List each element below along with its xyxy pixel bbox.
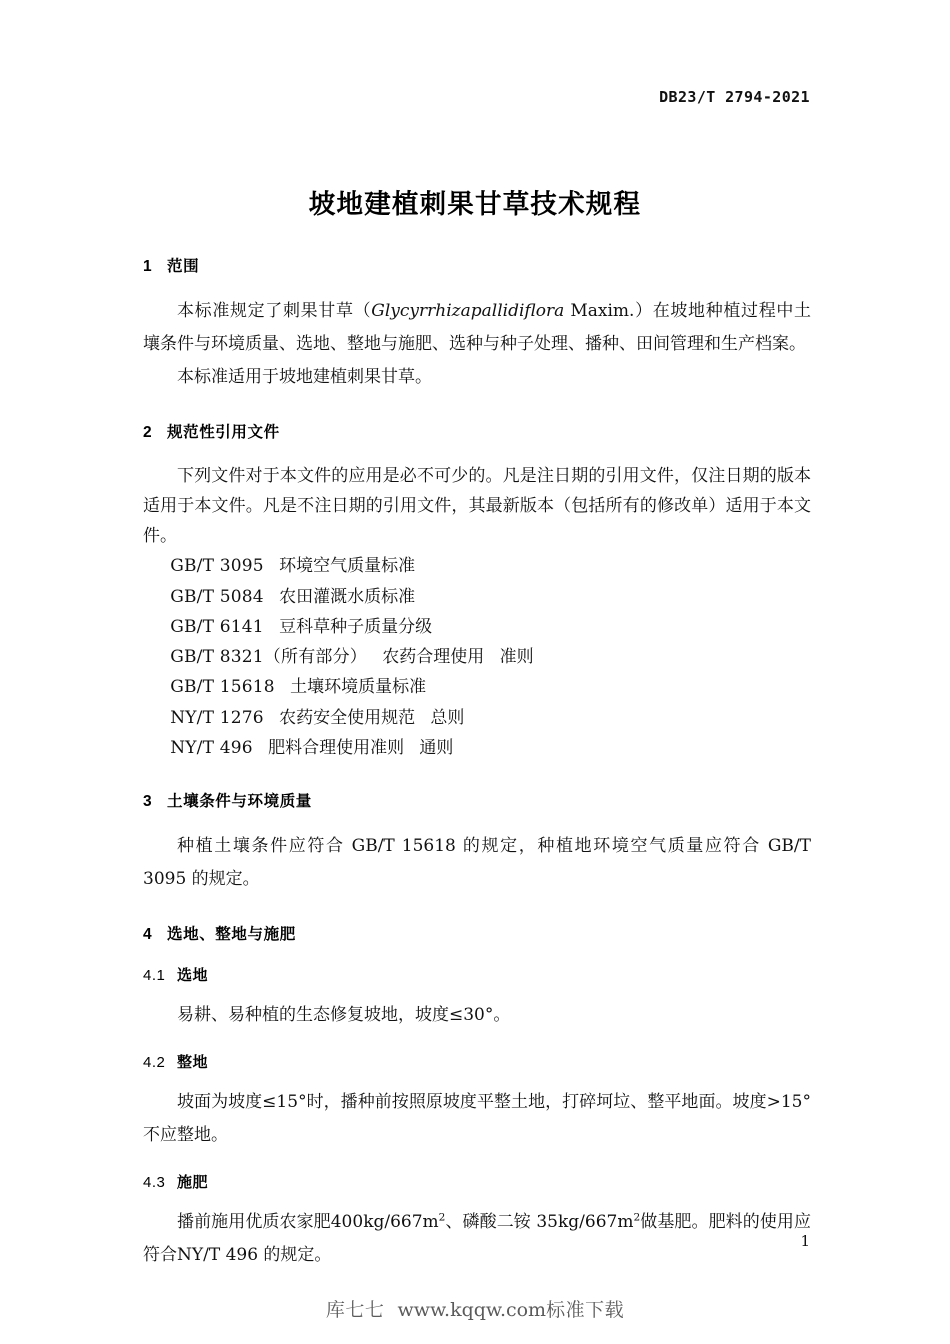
footer-suffix: 标准下载 [546, 1299, 625, 1321]
section-title-1: 范围 [167, 258, 200, 275]
section-number-4: 4 [143, 925, 153, 943]
document-body [143, 258, 811, 1272]
standard-name: 农田灌溉水质标准 [279, 586, 416, 607]
standard-code: GB/T 5084 [170, 586, 264, 607]
footer-site-name: 库七七 [325, 1299, 385, 1321]
fertilizer-text-a: 播前施用优质农家肥400kg/667m [177, 1212, 439, 1232]
spacer [143, 985, 811, 999]
list-item [143, 672, 811, 702]
paragraph-scope-2: 本标准适用于坡地建植刺果甘草。 [177, 366, 432, 387]
paragraph-land-preparation: 坡面为坡度≤15°时，播种前按照原坡度平整土地，打碎坷垃、整平地面。坡度>15°不应整地。 [143, 1091, 811, 1145]
section-title-2: 规范性引用文件 [167, 424, 280, 442]
spacer [143, 945, 811, 967]
subsection-title-4-3: 施肥 [177, 1174, 209, 1191]
section-title-4: 选地、整地与施肥 [167, 925, 296, 943]
section-title-3: 土壤条件与环境质量 [167, 793, 312, 811]
standard-code: NY/T 496 [170, 737, 253, 758]
scope-text-after: ）在坡地种植过程中土壤条件与环境质量、选地、整地与施肥、选种与种子处理、播种、田间管理和生产档案。 [143, 300, 812, 354]
section-number-3: 3 [143, 793, 153, 811]
footer-watermark [0, 1295, 950, 1322]
subsection-heading-4-3 [143, 1174, 811, 1192]
standard-name: 环境空气质量标准 [279, 556, 416, 577]
spacer [143, 1072, 811, 1086]
unit-superscript-1: 2 [438, 1211, 446, 1224]
footer-url: www.kqqw.com [397, 1299, 547, 1321]
standard-code: GB/T 6141 [170, 616, 264, 637]
document-title: 坡地建植刺果甘草技术规程 [308, 189, 642, 219]
subsection-number-4-3: 4.3 [143, 1174, 166, 1191]
spacer [143, 277, 811, 295]
standard-code: GB/T 8321（所有部分） [170, 647, 367, 668]
species-name-italic: Glycyrrhizapallidiflora [371, 300, 565, 321]
paragraph-scope-1 [143, 295, 811, 361]
standard-code: NY/T 1276 [170, 707, 264, 728]
unit-superscript-2: 2 [633, 1211, 641, 1224]
section-heading-3 [143, 793, 811, 812]
list-item [143, 551, 811, 581]
standard-code: GB/T 15618 [170, 677, 275, 698]
list-item [143, 582, 811, 612]
section-number-1: 1 [143, 258, 153, 275]
page-number: 1 [800, 1232, 810, 1250]
section-heading-4 [143, 926, 811, 945]
paragraph-soil-environment: 种植土壤条件应符合 GB/T 15618 的规定，种植地环境空气质量应符合 GB/T 3095 的规定。 [143, 835, 811, 889]
standard-name: 农药合理使用 [382, 647, 485, 668]
list-item [143, 642, 811, 672]
standard-name: 肥料合理使用准则 [268, 737, 405, 758]
normative-references-list [143, 551, 811, 763]
spacer [143, 812, 811, 830]
spacer [143, 896, 811, 926]
spacer [143, 1032, 811, 1054]
running-header-standard-code: DB23/T 2794-2021 [659, 88, 810, 106]
subsection-number-4-2: 4.2 [143, 1053, 166, 1071]
subsection-number-4-1: 4.1 [143, 966, 166, 984]
subsection-heading-4-2 [143, 1054, 811, 1072]
standard-extra: 总则 [430, 707, 465, 728]
list-item [143, 733, 811, 763]
spacer [143, 763, 811, 793]
standard-extra: 通则 [419, 737, 454, 758]
section-heading-1 [143, 258, 811, 277]
standard-extra: 准则 [499, 647, 534, 668]
paragraph-fertilization [143, 1206, 811, 1272]
scope-text-before: 本标准规定了刺果甘草（ [177, 300, 372, 321]
subsection-heading-4-1 [143, 967, 811, 985]
species-author: Maxim. [570, 300, 635, 321]
subsection-title-4-1: 选地 [177, 966, 209, 984]
paragraph-normative-intro: 下列文件对于本文件的应用是必不可少的。凡是注日期的引用文件，仅注日期的版本适用于本文件。凡是不注日期的引用文件，其最新版本（包括所有的修改单）适用于本文件。 [143, 465, 811, 547]
list-item [143, 612, 811, 642]
spacer [143, 1192, 811, 1206]
spacer [143, 394, 811, 424]
spacer [143, 443, 811, 461]
standard-name: 豆科草种子质量分级 [279, 616, 433, 637]
standard-name: 土壤环境质量标准 [290, 677, 427, 698]
fertilizer-text-b: 、磷酸二铵 35kg/667m [445, 1212, 634, 1232]
list-item [143, 703, 811, 733]
standard-name: 农药安全使用规范 [279, 707, 416, 728]
section-heading-2 [143, 424, 811, 443]
subsection-title-4-2: 整地 [177, 1053, 209, 1071]
spacer [143, 1152, 811, 1174]
paragraph-site-selection: 易耕、易种植的生态修复坡地，坡度≤30°。 [177, 1004, 511, 1025]
fertilizer-text-c: 做基肥。肥料的使用应符合NY/T 496 的规定。 [143, 1212, 811, 1266]
standard-code: GB/T 3095 [170, 556, 264, 577]
section-number-2: 2 [143, 424, 153, 442]
